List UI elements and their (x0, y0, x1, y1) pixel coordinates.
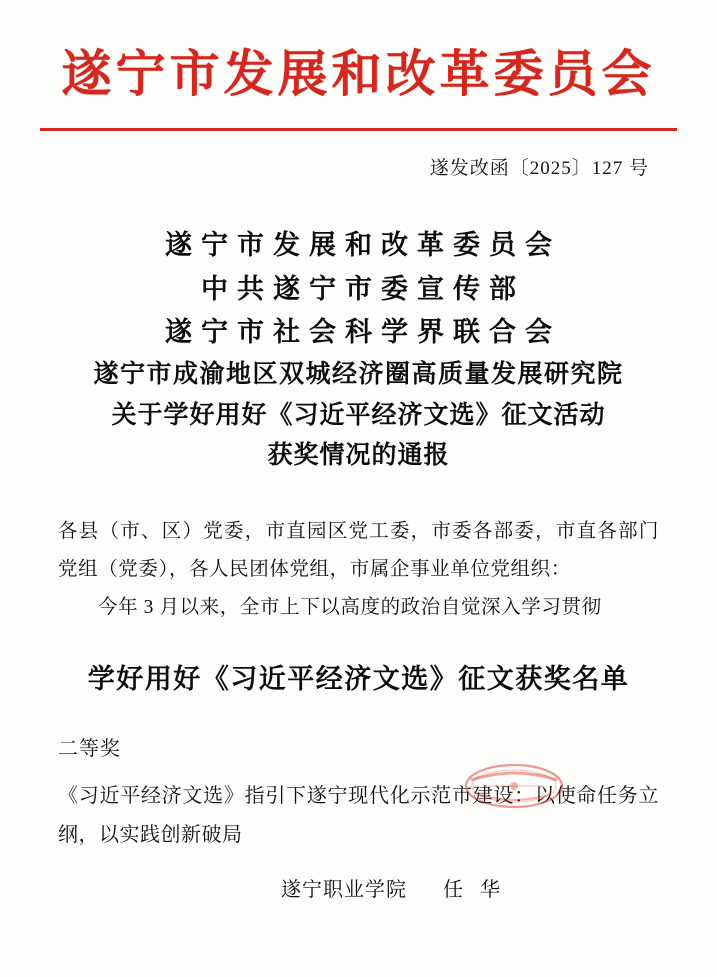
document-number: 遂发改函〔2025〕127 号 (429, 158, 649, 179)
award-entry-organization: 遂宁职业学院 (281, 878, 407, 901)
award-entry-title: 《习近平经济文选》指引下遂宁现代化示范市建设：以使命任务立纲，以实践创新破局 (58, 784, 659, 846)
title-line-issuer-2: 中共遂宁市委宣传部 (201, 273, 525, 304)
title-line-subject-2: 获奖情况的通报 (267, 442, 450, 470)
letterhead-divider (40, 128, 677, 131)
title-line-subject-1: 关于学好用好《习近平经济文选》征文活动 (111, 401, 606, 429)
document-number-row (40, 153, 677, 180)
title-line-issuer-4: 遂宁市成渝地区双城经济圈高质量发展研究院 (93, 361, 624, 389)
award-entry-author: 任 华 (443, 878, 506, 901)
award-rank-label: 二等奖 (58, 737, 121, 760)
award-entry-author-row (58, 873, 659, 902)
award-section (40, 732, 677, 902)
letterhead-title: 遂宁市发展和改革委员会 (61, 46, 656, 102)
letterhead (40, 0, 677, 131)
body-paragraph-1: 今年 3 月以来，全市上下以高度的政治自觉深入学习贯彻 (98, 596, 602, 618)
award-list-heading: 学好用好《习近平经济文选》征文获奖名单 (87, 663, 630, 694)
document-body (40, 513, 677, 627)
title-line-issuer-3: 遂宁市社会科学界联合会 (165, 317, 561, 348)
body-salutation: 各县（市、区）党委，市直园区党工委，市委各部委，市直各部门党组（党委），各人民团体党组，市属企事业单位党组织： (58, 520, 659, 580)
document-title-block (40, 224, 677, 477)
title-line-issuer-1: 遂宁市发展和改革委员会 (165, 230, 561, 260)
